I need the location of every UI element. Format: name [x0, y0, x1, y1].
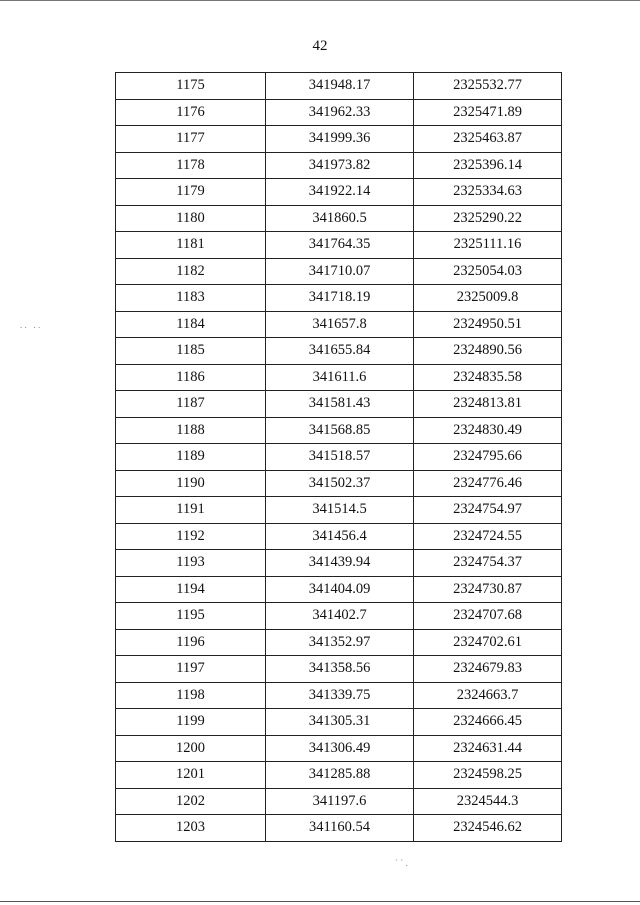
x-coordinate-cell: 341518.57 [266, 444, 414, 471]
y-coordinate-cell: 2325396.14 [414, 152, 562, 179]
y-coordinate-cell: 2325471.89 [414, 99, 562, 126]
x-coordinate-cell: 341922.14 [266, 179, 414, 206]
y-coordinate-cell: 2324890.56 [414, 338, 562, 365]
y-coordinate-cell: 2324598.25 [414, 762, 562, 789]
x-coordinate-cell: 341305.31 [266, 709, 414, 736]
table-row [116, 444, 562, 471]
point-number-cell: 1186 [116, 364, 266, 391]
y-coordinate-cell: 2324544.3 [414, 788, 562, 815]
table-row [116, 391, 562, 418]
point-number-cell: 1202 [116, 788, 266, 815]
x-coordinate-cell: 341764.35 [266, 232, 414, 259]
y-coordinate-cell: 2325290.22 [414, 205, 562, 232]
point-number-cell: 1192 [116, 523, 266, 550]
point-number-cell: 1194 [116, 576, 266, 603]
x-coordinate-cell: 341948.17 [266, 73, 414, 100]
x-coordinate-cell: 341962.33 [266, 99, 414, 126]
table-row [116, 232, 562, 259]
y-coordinate-cell: 2324835.58 [414, 364, 562, 391]
y-coordinate-cell: 2325532.77 [414, 73, 562, 100]
table-row [116, 550, 562, 577]
y-coordinate-cell: 2325054.03 [414, 258, 562, 285]
x-coordinate-cell: 341402.7 [266, 603, 414, 630]
point-number-cell: 1187 [116, 391, 266, 418]
x-coordinate-cell: 341439.94 [266, 550, 414, 577]
page-top-edge [0, 0, 640, 1]
x-coordinate-cell: 341285.88 [266, 762, 414, 789]
y-coordinate-cell: 2324702.61 [414, 629, 562, 656]
coordinate-table-body [116, 73, 562, 842]
table-row [116, 470, 562, 497]
point-number-cell: 1188 [116, 417, 266, 444]
page-number: 42 [312, 38, 328, 54]
table-row [116, 523, 562, 550]
table-row [116, 364, 562, 391]
y-coordinate-cell: 2325111.16 [414, 232, 562, 259]
table-row [116, 99, 562, 126]
table-row [116, 709, 562, 736]
y-coordinate-cell: 2324813.81 [414, 391, 562, 418]
x-coordinate-cell: 341502.37 [266, 470, 414, 497]
point-number-cell: 1185 [116, 338, 266, 365]
x-coordinate-cell: 341710.07 [266, 258, 414, 285]
table-row [116, 258, 562, 285]
point-number-cell: 1196 [116, 629, 266, 656]
x-coordinate-cell: 341197.6 [266, 788, 414, 815]
coordinate-table [115, 72, 562, 842]
table-row [116, 682, 562, 709]
point-number-cell: 1198 [116, 682, 266, 709]
point-number-cell: 1177 [116, 126, 266, 153]
page-bottom-edge [0, 901, 640, 902]
point-number-cell: 1190 [116, 470, 266, 497]
scan-mark: ` ` . [395, 858, 408, 868]
x-coordinate-cell: 341568.85 [266, 417, 414, 444]
x-coordinate-cell: 341973.82 [266, 152, 414, 179]
x-coordinate-cell: 341718.19 [266, 285, 414, 312]
table-row [116, 311, 562, 338]
table-row [116, 152, 562, 179]
table-row [116, 735, 562, 762]
table-row [116, 205, 562, 232]
point-number-cell: 1178 [116, 152, 266, 179]
table-row [116, 126, 562, 153]
y-coordinate-cell: 2325463.87 [414, 126, 562, 153]
x-coordinate-cell: 341514.5 [266, 497, 414, 524]
y-coordinate-cell: 2324707.68 [414, 603, 562, 630]
y-coordinate-cell: 2324631.44 [414, 735, 562, 762]
y-coordinate-cell: 2324830.49 [414, 417, 562, 444]
x-coordinate-cell: 341581.43 [266, 391, 414, 418]
point-number-cell: 1191 [116, 497, 266, 524]
point-number-cell: 1184 [116, 311, 266, 338]
point-number-cell: 1195 [116, 603, 266, 630]
table-row [116, 338, 562, 365]
x-coordinate-cell: 341611.6 [266, 364, 414, 391]
point-number-cell: 1193 [116, 550, 266, 577]
table-row [116, 656, 562, 683]
y-coordinate-cell: 2324776.46 [414, 470, 562, 497]
point-number-cell: 1183 [116, 285, 266, 312]
point-number-cell: 1175 [116, 73, 266, 100]
y-coordinate-cell: 2325334.63 [414, 179, 562, 206]
x-coordinate-cell: 341339.75 [266, 682, 414, 709]
point-number-cell: 1203 [116, 815, 266, 842]
point-number-cell: 1180 [116, 205, 266, 232]
table-row [116, 285, 562, 312]
point-number-cell: 1197 [116, 656, 266, 683]
x-coordinate-cell: 341657.8 [266, 311, 414, 338]
table-row [116, 179, 562, 206]
point-number-cell: 1189 [116, 444, 266, 471]
table-row [116, 815, 562, 842]
y-coordinate-cell: 2324795.66 [414, 444, 562, 471]
table-row [116, 629, 562, 656]
y-coordinate-cell: 2324546.62 [414, 815, 562, 842]
table-row [116, 73, 562, 100]
table-row [116, 603, 562, 630]
y-coordinate-cell: 2324679.83 [414, 656, 562, 683]
table-row [116, 576, 562, 603]
x-coordinate-cell: 341860.5 [266, 205, 414, 232]
table-row [116, 417, 562, 444]
table-row [116, 788, 562, 815]
y-coordinate-cell: 2324666.45 [414, 709, 562, 736]
x-coordinate-cell: 341160.54 [266, 815, 414, 842]
y-coordinate-cell: 2324724.55 [414, 523, 562, 550]
x-coordinate-cell: 341358.56 [266, 656, 414, 683]
point-number-cell: 1182 [116, 258, 266, 285]
point-number-cell: 1176 [116, 99, 266, 126]
table-row [116, 497, 562, 524]
y-coordinate-cell: 2324950.51 [414, 311, 562, 338]
point-number-cell: 1179 [116, 179, 266, 206]
y-coordinate-cell: 2324754.37 [414, 550, 562, 577]
x-coordinate-cell: 341306.49 [266, 735, 414, 762]
y-coordinate-cell: 2324663.7 [414, 682, 562, 709]
scan-mark-left: . . . . [20, 320, 41, 330]
point-number-cell: 1201 [116, 762, 266, 789]
x-coordinate-cell: 341352.97 [266, 629, 414, 656]
y-coordinate-cell: 2324754.97 [414, 497, 562, 524]
point-number-cell: 1200 [116, 735, 266, 762]
x-coordinate-cell: 341456.4 [266, 523, 414, 550]
x-coordinate-cell: 341999.36 [266, 126, 414, 153]
y-coordinate-cell: 2324730.87 [414, 576, 562, 603]
point-number-cell: 1181 [116, 232, 266, 259]
table-row [116, 762, 562, 789]
x-coordinate-cell: 341404.09 [266, 576, 414, 603]
y-coordinate-cell: 2325009.8 [414, 285, 562, 312]
point-number-cell: 1199 [116, 709, 266, 736]
x-coordinate-cell: 341655.84 [266, 338, 414, 365]
